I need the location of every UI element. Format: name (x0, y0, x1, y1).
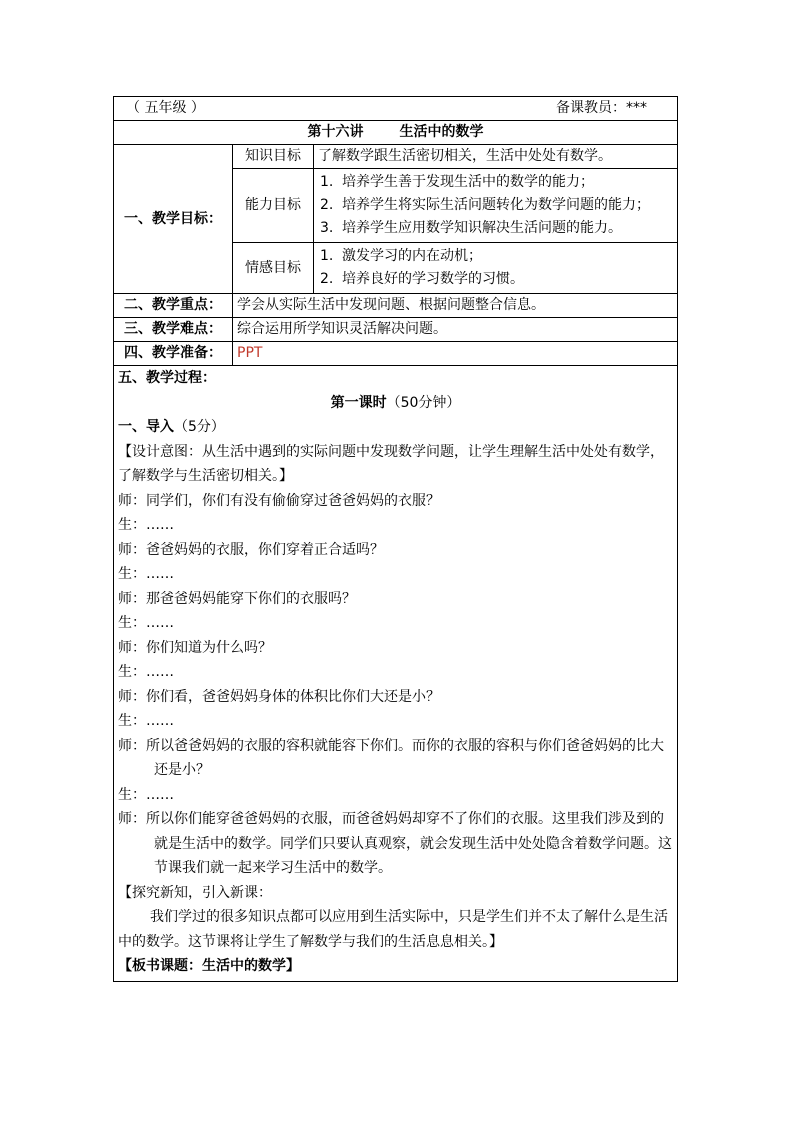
preparation-row (114, 342, 678, 366)
list-item: 2. 培养学生将实际生活问题转化为数学问题的能力； (320, 197, 650, 213)
list-item: 1. 激发学习的内在动机； (320, 248, 482, 264)
dialogue-line: 师：同学们，你们有没有偷偷穿过爸爸妈妈的衣服？ (118, 492, 440, 509)
difficulties-row (114, 318, 678, 342)
design-intent: 【设计意图：从生活中遇到的实际问题中发现数学问题，让学生理解生活中处处有数学，了解数学与生活密切相关。】 (118, 443, 664, 484)
dialogue-line: 生：…… (118, 566, 174, 582)
key-points-row (114, 294, 678, 318)
lecture-topic: 生活中的数学 (399, 124, 484, 140)
dialogue-line: 师：所以爸爸妈妈的衣服的容积就能容下你们。而你的衣服的容积与你们爸爸妈妈的比大还是小？ (118, 737, 664, 778)
dialogue-line: 师：所以你们能穿爸爸妈妈的衣服，而爸爸妈妈却穿不了你们的衣服。这里我们涉及到的就是生活中的数学。同学们只要认真观察，就会发现生活中处处隐含着数学问题。这节课我们就一起来学习生活中的数学。 (118, 811, 672, 876)
dialogue-line: 生：…… (118, 713, 174, 729)
preparation-text: PPT (233, 342, 678, 366)
explore-text: 我们学过的很多知识点都可以应用到生活实际中，只是学生们并不太了解什么是生活中的数学。这节课将让学生了解数学与我们的生活息息相关。】 (118, 909, 668, 950)
preparation-label: 四、教学准备： (114, 342, 233, 366)
dialogue-line: 生：…… (118, 615, 174, 631)
grade-label: （ 五年级 ） (126, 100, 205, 116)
difficulties-text: 综合运用所学知识灵活解决问题。 (233, 318, 678, 342)
ability-list-cell (314, 169, 678, 243)
dialogue-line: 生：…… (118, 786, 174, 803)
dialogue-line: 师：你们知道为什么吗？ (118, 639, 272, 656)
process-cell (114, 366, 678, 982)
emotion-label: 情感目标 (233, 243, 314, 294)
difficulties-label: 三、教学难点： (114, 318, 233, 342)
emotion-list (320, 245, 673, 291)
process-label: 五、教学过程： (118, 370, 216, 386)
explore-heading: 【探究新知，引入新课： (118, 884, 272, 901)
knowledge-label: 知识目标 (233, 145, 314, 169)
process-row (114, 366, 678, 982)
dialogue-line: 师：爸爸妈妈的衣服，你们穿着正合适吗？ (118, 541, 384, 558)
list-item: 3. 培养学生应用数学知识解决生活问题的能力。 (320, 220, 622, 236)
emotion-list-cell (314, 243, 678, 294)
session-heading: 第一课时（50分钟） (330, 394, 461, 411)
lecture-number: 第十六讲 (307, 124, 364, 140)
dialogue-line: 生：…… (118, 664, 174, 680)
objective-knowledge-row (114, 145, 678, 169)
title-row (114, 121, 678, 145)
objectives-label: 一、教学目标： (114, 145, 233, 294)
dialogue-line: 师：你们看，爸爸妈妈身体的体积比你们大还是小？ (118, 688, 440, 705)
list-item: 2. 培养良好的学习数学的习惯。 (320, 271, 524, 287)
intro-heading: 一、导入（5分） (118, 419, 225, 435)
teacher-label: 备课教员：*** (556, 100, 647, 116)
list-item: 1. 培养学生善于发现生活中的数学的能力； (320, 174, 594, 190)
key-points-label: 二、教学重点： (114, 294, 233, 318)
key-points-text: 学会从实际生活中发现问题、根据问题整合信息。 (233, 294, 678, 318)
knowledge-text: 了解数学跟生活密切相关，生活中处处有数学。 (314, 145, 678, 169)
ability-list (320, 171, 673, 240)
lesson-title (114, 121, 678, 145)
lesson-plan-table (113, 96, 678, 982)
board-title: 【板书课题：生活中的数学】 (118, 958, 300, 974)
header-row (114, 97, 678, 121)
header-cell (114, 97, 678, 121)
dialogue-line: 生：…… (118, 517, 174, 533)
dialogue-line: 师：那爸爸妈妈能穿下你们的衣服吗？ (118, 590, 356, 607)
ability-label: 能力目标 (233, 169, 314, 243)
